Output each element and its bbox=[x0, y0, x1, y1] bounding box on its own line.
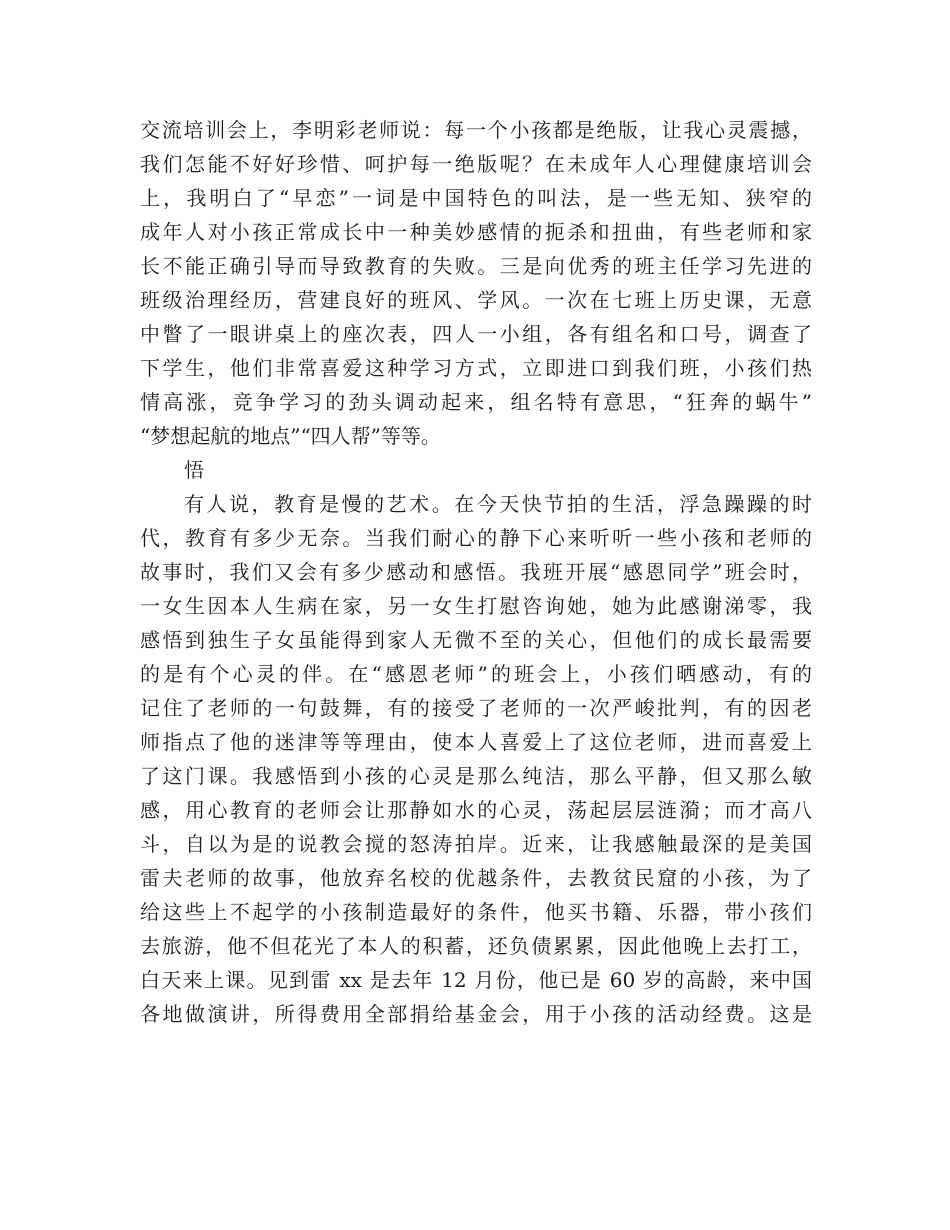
text-line: 班级治理经历，营建良好的班风、学风。一次在七班上历史课，无意 bbox=[140, 288, 812, 312]
text-line: 记住了老师的一句鼓舞，有的接受了老师的一次严峻批判，有的因老 bbox=[140, 696, 812, 720]
section-heading: 悟 bbox=[184, 458, 204, 482]
text-line: 情高涨，竞争学习的劲头调动起来，组名特有意思，“狂奔的蜗牛” bbox=[140, 390, 812, 414]
document-page bbox=[140, 113, 812, 1031]
text-line: 成年人对小孩正常成长中一种美妙感情的扼杀和扭曲，有些老师和家 bbox=[140, 220, 812, 244]
text-line: 感悟到独生子女虽能得到家人无微不至的关心，但他们的成长最需要 bbox=[140, 628, 812, 652]
text-line: 有人说，教育是慢的艺术。在今天快节拍的生活，浮急躁躁的时 bbox=[184, 492, 812, 516]
text-line: 感，用心教育的老师会让那静如水的心灵，荡起层层涟漪；而才高八 bbox=[140, 798, 812, 822]
text-line: 一女生因本人生病在家，另一女生打慰咨询她，她为此感谢涕零，我 bbox=[140, 594, 812, 618]
text-line: 中瞥了一眼讲桌上的座次表，四人一小组，各有组名和口号，调查了 bbox=[140, 322, 812, 346]
text-line: 雷夫老师的故事，他放弃名校的优越条件，去教贫民窟的小孩，为了 bbox=[140, 866, 812, 890]
text-line: 各地做演讲，所得费用全部捐给基金会，用于小孩的活动经费。这是 bbox=[140, 1002, 812, 1026]
text-line: 斗，自以为是的说教会搅的怒涛拍岸。近来，让我感触最深的是美国 bbox=[140, 832, 812, 856]
text-line: 师指点了他的迷津等等理由，使本人喜爱上了这位老师，进而喜爱上 bbox=[140, 730, 812, 754]
text-line: 故事时，我们又会有多少感动和感悟。我班开展“感恩同学”班会时， bbox=[140, 560, 812, 584]
text-line: 长不能正确引导而导致教育的失败。三是向优秀的班主任学习先进的 bbox=[140, 254, 812, 278]
text-line: 上，我明白了“早恋”一词是中国特色的叫法，是一些无知、狭窄的 bbox=[140, 186, 812, 210]
text-line: 下学生，他们非常喜爱这种学习方式，立即进口到我们班，小孩们热 bbox=[140, 356, 812, 380]
text-line: 白天来上课。见到雷 xx 是去年 12 月份，他已是 60 岁的高龄，来中国 bbox=[140, 968, 812, 992]
text-line: 了这门课。我感悟到小孩的心灵是那么纯洁，那么平静，但又那么敏 bbox=[140, 764, 812, 788]
text-line: 给这些上不起学的小孩制造最好的条件，他买书籍、乐器，带小孩们 bbox=[140, 900, 812, 924]
text-line: 的是有个心灵的伴。在“感恩老师”的班会上，小孩们晒感动，有的 bbox=[140, 662, 812, 686]
text-line: “梦想起航的地点”“四人帮”等等。 bbox=[140, 424, 441, 448]
text-line: 代，教育有多少无奈。当我们耐心的静下心来听听一些小孩和老师的 bbox=[140, 526, 812, 550]
text-line: 我们怎能不好好珍惜、呵护每一绝版呢？在未成年人心理健康培训会 bbox=[140, 152, 812, 176]
text-line: 交流培训会上，李明彩老师说：每一个小孩都是绝版，让我心灵震撼， bbox=[140, 118, 812, 142]
text-line: 去旅游，他不但花光了本人的积蓄，还负债累累，因此他晚上去打工， bbox=[140, 934, 812, 958]
